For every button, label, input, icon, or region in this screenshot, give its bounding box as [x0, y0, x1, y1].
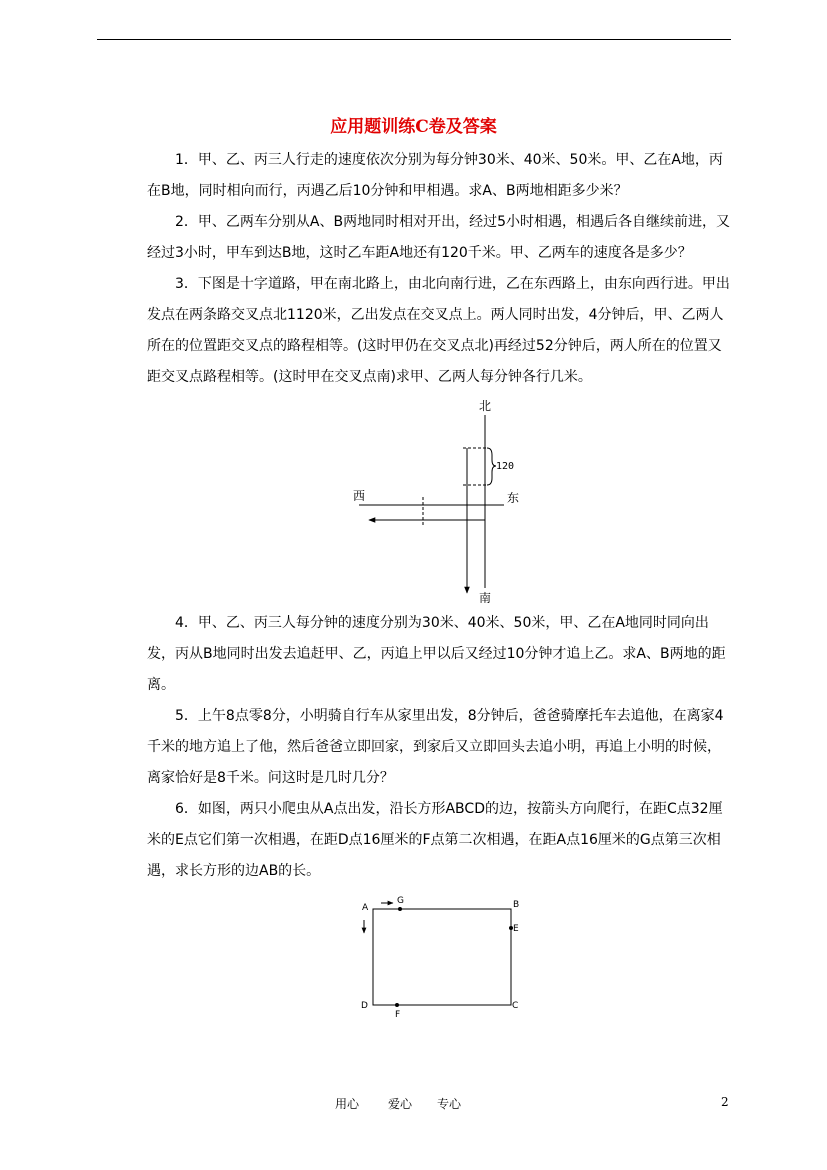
problem-1: 1．甲、乙、丙三人行走的速度依次分别为每分钟30米、40米、50米。甲、乙在A地，丙在B地，同时相向而行，丙遇乙后10分钟和甲相遇。求A、B两地相距多少米？	[147, 152, 723, 199]
point-c-label: C	[512, 1001, 519, 1011]
north-label: 北	[479, 399, 492, 413]
south-label: 南	[479, 591, 492, 605]
east-label: 东	[507, 491, 520, 505]
point-g-label: G	[397, 896, 404, 906]
problem-3: 3．下图是十字道路，甲在南北路上，由北向南行进，乙在东西路上，由东向西行进。甲出发点在两条路交叉点北1120米，乙出发点在交叉点上。两人同时出发，4分钟后，甲、乙两人所在的位置距交叉点的路程相等。(这时甲仍在交叉点北)再经过52分钟后，两人所在的位置又距交叉点路程相等。(这时甲在交叉点南)求甲、乙两人每分钟各行几米。	[147, 276, 730, 385]
rectangle-figure	[147, 887, 732, 1027]
footer-item-1: 用心	[335, 1097, 360, 1111]
problem-2: 2．甲、乙两车分别从A、B两地同时相对开出，经过5小时相遇，相遇后各自继续前进，又经过3小时，甲车到达B地，这时乙车距A地还有120千米。甲、乙两车的速度各是多少？	[147, 214, 730, 261]
crossroad-diagram	[147, 393, 732, 608]
footer-item-3: 专心	[437, 1097, 462, 1111]
west-label: 西	[353, 489, 366, 503]
page-title: 应用题训练C卷及答案	[330, 117, 497, 137]
page-number: 2	[721, 1095, 729, 1109]
footer-item-2: 爱心	[388, 1097, 413, 1111]
point-f-label: F	[395, 1010, 401, 1020]
crossroad-figure	[147, 393, 732, 608]
problem-6: 6．如图，两只小爬虫从A点出发，沿长方形ABCD的边，按箭头方向爬行，在距C点32厘米的E点它们第一次相遇，在距D点16厘米的F点第二次相遇，在距A点16厘米的G点第三次相遇，求长方形的边AB的长。	[147, 801, 723, 879]
header-rule	[97, 39, 731, 40]
problem-5: 5．上午8点零8分，小明骑自行车从家里出发，8分钟后，爸爸骑摩托车去追他，在离家4千米的地方追上了他，然后爸爸立即回家，到家后又立即回头去追小明，再追上小明的时候，离家恰好是8千米。问这时是几时几分？	[147, 708, 724, 786]
point-a-label: A	[362, 903, 369, 913]
point-e-label: E	[513, 924, 519, 934]
document-body	[147, 145, 732, 1027]
problem-4: 4．甲、乙、丙三人每分钟的速度分别为30米、40米、50米，甲、乙在A地同时同向出发，丙从B地同时出发去追赶甲、乙，丙追上甲以后又经过10分钟才追上乙。求A、B两地的距离。	[147, 615, 726, 693]
point-d-label: D	[361, 1001, 368, 1011]
rectangle-diagram	[147, 887, 732, 1027]
point-b-label: B	[513, 900, 520, 910]
distance-label: 120	[496, 461, 515, 472]
